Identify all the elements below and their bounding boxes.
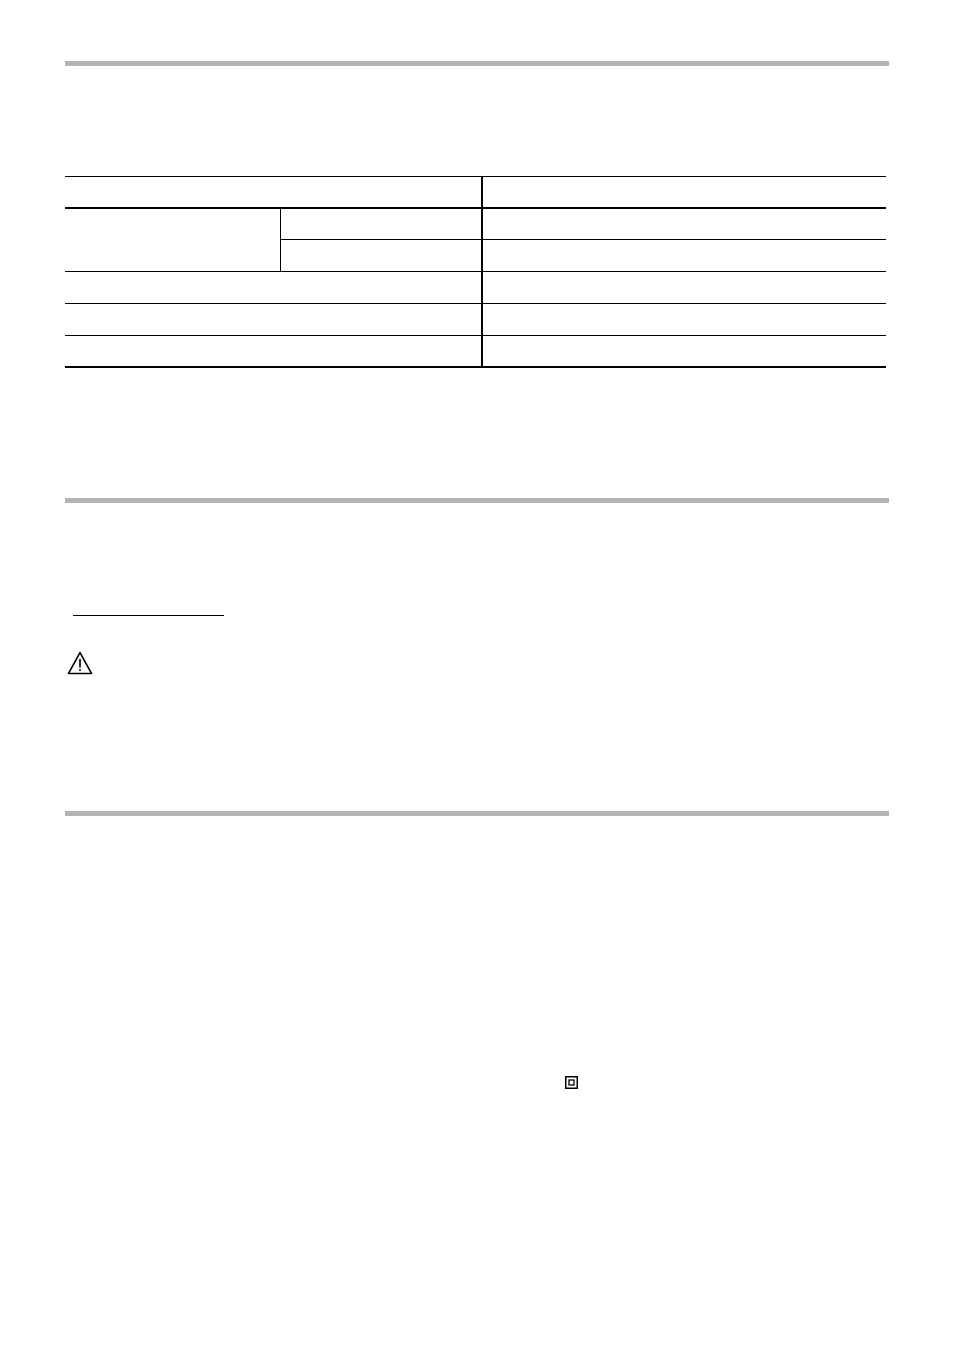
table-header-border: [65, 207, 886, 209]
table-row-border: [280, 239, 886, 240]
table-bottom-border: [65, 366, 886, 368]
table-top-border: [65, 176, 886, 177]
section-rule-3: [65, 811, 889, 816]
table-row-border: [65, 335, 886, 336]
table-row-border: [65, 303, 886, 304]
section-rule-1: [65, 61, 889, 66]
specifications-table: [65, 176, 886, 368]
warning-triangle-icon: [67, 651, 93, 675]
table-column-divider: [481, 176, 483, 368]
double-insulation-icon: [565, 1076, 578, 1089]
section-rule-2: [65, 498, 889, 503]
table-row-border: [65, 271, 886, 272]
underlined-heading: [73, 615, 224, 616]
table-subcolumn-divider: [280, 208, 281, 272]
